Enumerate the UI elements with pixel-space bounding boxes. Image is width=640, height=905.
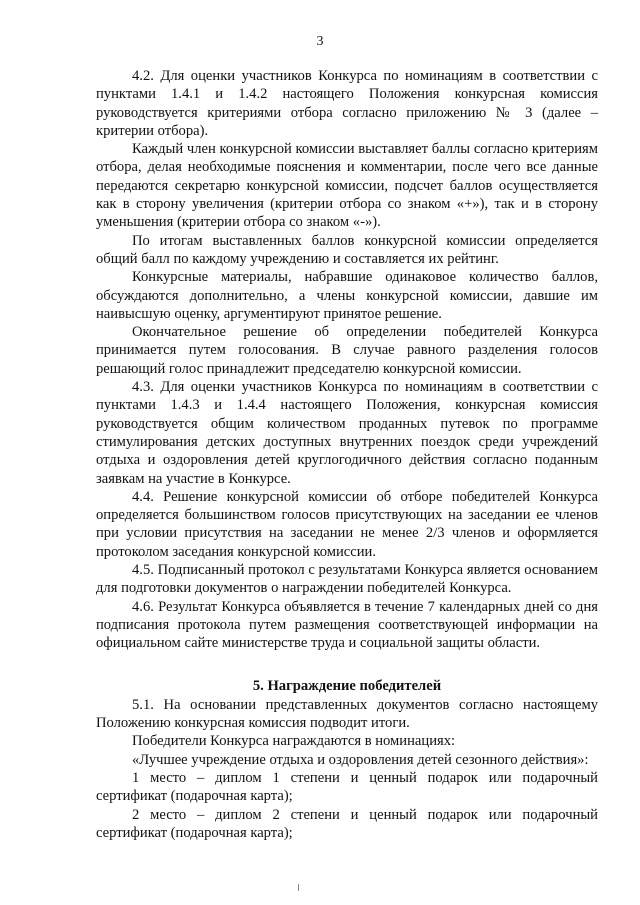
paragraph-4-2: 4.2. Для оценки участников Конкурса по номинациям в соответствии с пунктами 1.4.1 и 1.4.2 настоящего Положения конкурсная комиссия руководствуется критериями отбора согласно приложению № 3 (далее – критерии отбора). (96, 68, 598, 139)
paragraph-first-place: 1 место – диплом 1 степени и ценный подарок или подарочный сертификат (подарочная карта); (96, 769, 598, 805)
paragraph-equal-scores: Конкурсные материалы, набравшие одинаковое количество баллов, обсуждаются дополнительно, а члены конкурсной комиссии, давшие им наивысшую оценку, аргументируют принятое решение. (96, 269, 598, 322)
paragraph-4-5: 4.5. Подписанный протокол с результатами Конкурса является основанием для подготовки документов о награждении победителей Конкурса. (96, 562, 598, 597)
paragraph-4-6: 4.6. Результат Конкурса объявляется в течение 7 календарных дней со дня подписания протокола путем размещения соответствующей информации на официальном сайте министерстве труда и социальной защиты области. (96, 598, 598, 652)
paragraph-4-3: 4.3. Для оценки участников Конкурса по номинациям в соответствии с пунктами 1.4.3 и 1.4.4 настоящего Положения, конкурсная комиссия руководствуется общим количеством проданных путевок по программе стимулирования детских доступных внутренних поездок среди учреждений отдыха и оздоровления детей круглогодичного действия согласно поданным заявкам на участие в Конкурсе. (96, 379, 598, 487)
paragraph-rating: По итогам выставленных баллов конкурсной комиссии определяется общий балл по каждому учреждению и составляется их рейтинг. (96, 232, 598, 267)
paragraph-scoring: Каждый член конкурсной комиссии выставляет баллы согласно критериям отбора, делая необходимые пояснения и комментарии, после чего все данные передаются секретарю конкурсной комиссии, подсчет баллов осуществляется как в сторону увеличения (критерии отбора со знаком «+»), так и в сторону уменьшения (критерии отбора со знаком «-»). (96, 141, 598, 231)
scan-artifact (298, 884, 299, 891)
section-heading: 5. Награждение победителей (252, 677, 442, 694)
paragraph-4-4: 4.4. Решение конкурсной комиссии об отборе победителей Конкурса определяется большинством голосов присутствующих на заседании ее членов при условии присутствия на заседании не менее 2/3 членов и оформляется протоколом заседания конкурсной комиссии. (96, 488, 598, 560)
paragraph-5-1: 5.1. На основании представленных документов согласно настоящему Положению конкурсная комиссия подводит итоги. (96, 696, 598, 732)
paragraph-final-decision: Окончательное решение об определении победителей Конкурса принимается путем голосования. В случае равного разделения голосов решающий голос принадлежит председателю конкурсной комиссии. (96, 324, 598, 377)
paragraph-nomination-title: «Лучшее учреждение отдыха и оздоровления детей сезонного действия»: (132, 751, 589, 768)
paragraph-nominations: Победители Конкурса награждаются в номинациях: (132, 733, 456, 750)
page-number: 3 (316, 34, 324, 49)
document-body (96, 67, 598, 842)
paragraph-second-place: 2 место – диплом 2 степени и ценный подарок или подарочный сертификат (подарочная карта); (96, 806, 598, 841)
